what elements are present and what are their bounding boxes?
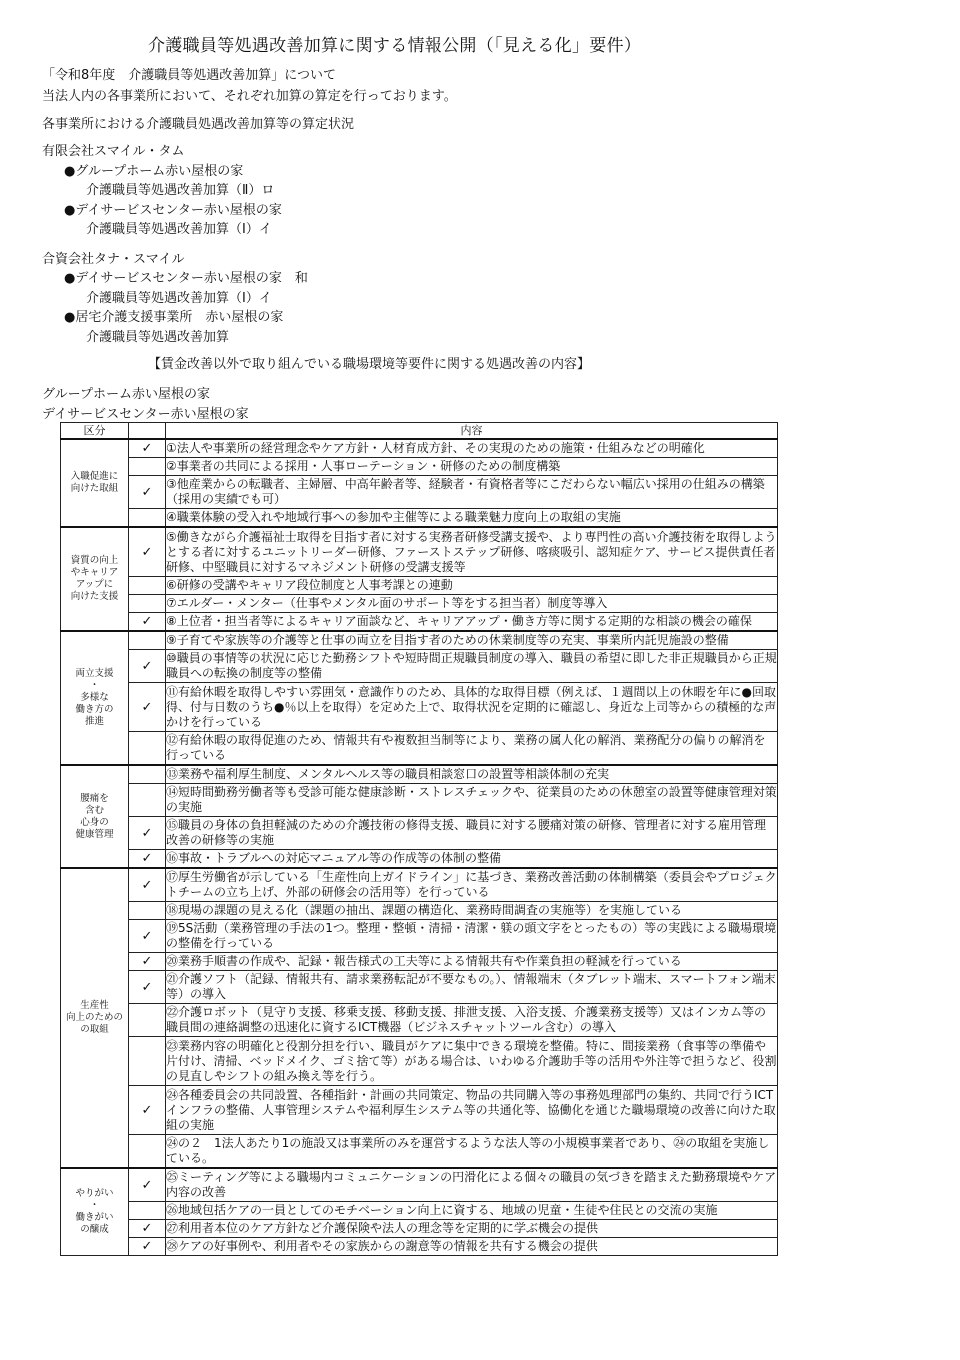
checkmark-icon: ✓ [141, 1177, 153, 1193]
check-cell [129, 1004, 166, 1037]
check-cell [129, 1037, 166, 1086]
content-cell: ㉓業務内容の明確化と役割分担を行い、職員がケアに集中できる環境を整備。特に、間接業務（食事等の準備や片付け、清掃、ベッドメイク、ゴミ捨て等）がある場合は、いわゆる介護助手等の活用や外注等で担うなど、役割の見直しやシフトの組み換え等を行う。 [166, 1037, 778, 1086]
table-row [61, 1086, 778, 1135]
checkmark-icon: ✓ [141, 851, 153, 866]
category-cell: 両立支援 ・ 多様な 働き方の 推進 [61, 631, 129, 765]
table-row [61, 577, 778, 595]
content-cell: ⑩職員の事情等の状況に応じた勤務シフトや短時間正規職員制度の導入、職員の希望に即した非正規職員から正規職員への転換の制度等の整備 [166, 650, 778, 683]
facility-name: ●居宅介護支援事業所 赤い屋根の家 [64, 310, 284, 325]
table-row [61, 683, 778, 732]
checkmark-icon: ✓ [141, 1102, 153, 1118]
content-cell: ⑯事故・トラブルへの対応マニュアル等の作成等の体制の整備 [166, 850, 778, 869]
table-row [61, 850, 778, 869]
content-cell: ②事業者の共同による採用・人事ローテーション・研修のための制度構築 [166, 458, 778, 476]
content-cell: ⑨子育てや家族等の介護等と仕事の両立を目指す者のための休業制度等の充実、事業所内託児施設の整備 [166, 631, 778, 650]
table-row [61, 868, 778, 902]
check-cell [129, 1202, 166, 1220]
check-cell [129, 458, 166, 476]
check-cell [129, 1086, 166, 1135]
check-cell [129, 577, 166, 595]
table-row [61, 953, 778, 971]
table-row [61, 765, 778, 784]
facility-label: グループホーム赤い屋根の家 [42, 387, 210, 402]
content-cell: ⑧上位者・担当者等によるキャリア面談など、キャリアアップ・働き方等に関する定期的な相談の機会の確保 [166, 613, 778, 632]
table-row [61, 476, 778, 509]
content-cell: ⑬業務や福利厚生制度、メンタルヘルス等の職員相談窓口の設置等相談体制の充実 [166, 765, 778, 784]
check-cell [129, 732, 166, 766]
content-cell: ㉘ケアの好事例や、利用者やその家族からの謝意等の情報を共有する機会の提供 [166, 1238, 778, 1256]
checkmark-icon: ✓ [141, 1221, 153, 1236]
category-cell: やりがい ・ 働きがい の醸成 [61, 1168, 129, 1256]
checkmark-icon: ✓ [141, 979, 153, 995]
content-cell: ㉔各種委員会の共同設置、各種指針・計画の共同策定、物品の共同購入等の事務処理部門の集約、共同で行うICTインフラの整備、人事管理システムや福利厚生システム等の共通化等、協働化を通じた職場環境の改善に向けた取組の実施 [166, 1086, 778, 1135]
category-cell: 腰痛を 含む 心身の 健康管理 [61, 765, 129, 868]
facility-addition: 介護職員等処遇改善加算 [86, 330, 230, 345]
facility-addition: 介護職員等処遇改善加算（Ⅱ）ロ [86, 183, 275, 198]
table-row [61, 817, 778, 850]
table-row [61, 902, 778, 920]
check-cell [129, 439, 166, 458]
content-cell: ③他産業からの転職者、主婦層、中高年齢者等、経験者・有資格者等にこだわらない幅広い採用の仕組みの構築（採用の実績でも可） [166, 476, 778, 509]
content-cell: ⑫有給休暇の取得促進のため、情報共有や複数担当制等により、業務の属人化の解消、業務配分の偏りの解消を行っている [166, 732, 778, 766]
content-cell: ⑰厚生労働省が示している「生産性向上ガイドライン」に基づき、業務改善活動の体制構築（委員会やプロジェクトチームの立ち上げ、外部の研修会の活用等）を行っている [166, 868, 778, 902]
check-cell [129, 509, 166, 528]
table-row [61, 650, 778, 683]
check-cell [129, 953, 166, 971]
facility-addition: 介護職員等処遇改善加算（Ⅰ）イ [86, 291, 272, 306]
header-content: 内容 [166, 423, 778, 440]
table-row [61, 1202, 778, 1220]
table-row [61, 509, 778, 528]
checkmark-icon: ✓ [141, 544, 153, 560]
check-cell [129, 683, 166, 732]
table-row [61, 1238, 778, 1256]
table-row [61, 1135, 778, 1169]
table-row [61, 1004, 778, 1037]
check-cell [129, 1168, 166, 1202]
table-row [61, 1037, 778, 1086]
table-row [61, 458, 778, 476]
check-cell [129, 1220, 166, 1238]
facility-label: デイサービスセンター赤い屋根の家 [42, 407, 249, 422]
checkmark-icon: ✓ [141, 658, 153, 674]
check-cell [129, 765, 166, 784]
table-row [61, 613, 778, 632]
status-heading: 各事業所における介護職員処遇改善加算等の算定状況 [42, 117, 355, 132]
check-cell [129, 920, 166, 953]
table-row [61, 732, 778, 766]
checkmark-icon: ✓ [141, 484, 153, 500]
table-row [61, 1168, 778, 1202]
checkmark-icon: ✓ [141, 954, 153, 969]
check-cell [129, 613, 166, 632]
check-cell [129, 631, 166, 650]
section-heading: 【賃金改善以外で取り組んでいる職場環境等要件に関する処遇改善の内容】 [148, 357, 591, 372]
content-cell: ㉕ミーティング等による職場内コミュニケーションの円滑化による個々の職員の気づきを踏まえた勤務環境やケア内容の改善 [166, 1168, 778, 1202]
checkmark-icon: ✓ [141, 699, 153, 715]
category-cell: 生産性 向上のための の取組 [61, 868, 129, 1168]
checkmark-icon: ✓ [141, 825, 153, 841]
table-row [61, 920, 778, 953]
table-header-row [61, 423, 778, 440]
check-cell [129, 527, 166, 577]
check-cell [129, 817, 166, 850]
content-cell: ⑱現場の課題の見える化（課題の抽出、課題の構造化、業務時間調査の実施等）を実施している [166, 902, 778, 920]
requirements-body [61, 439, 778, 1256]
content-cell: ⑤働きながら介護福祉士取得を目指す者に対する実務者研修受講支援や、より専門性の高い介護技術を取得しようとする者に対するユニットリーダー研修、ファーストステップ研修、喀痰吸引、認知症ケア、サービス提供責任者研修、中堅職員に対するマネジメント研修の受講支援等 [166, 527, 778, 577]
content-cell: ㉗利用者本位のケア方針など介護保険や法人の理念等を定期的に学ぶ機会の提供 [166, 1220, 778, 1238]
header-category: 区分 [61, 423, 129, 440]
checkmark-icon: ✓ [141, 614, 153, 629]
check-cell [129, 868, 166, 902]
page-title: 介護職員等処遇改善加算に関する情報公開（「見える化」要件） [148, 36, 642, 56]
facility-name: ●デイサービスセンター赤い屋根の家 和 [64, 271, 308, 286]
check-cell [129, 1135, 166, 1169]
company-name: 合資会社タナ・スマイル [42, 252, 185, 267]
content-cell: ⑦エルダー・メンター（仕事やメンタル面のサポート等をする担当者）制度等導入 [166, 595, 778, 613]
intro-line-2: 当法人内の各事業所において、それぞれ加算の算定を行っております。 [42, 89, 457, 104]
content-cell: ⑳業務手順書の作成や、記録・報告様式の工夫等による情報共有や作業負担の軽減を行っている [166, 953, 778, 971]
checkmark-icon: ✓ [141, 1239, 153, 1254]
facility-name: ●デイサービスセンター赤い屋根の家 [64, 203, 282, 218]
intro-line-1: 「令和8年度 介護職員等処遇改善加算」について [42, 68, 337, 83]
check-cell [129, 476, 166, 509]
check-cell [129, 902, 166, 920]
table-row [61, 784, 778, 817]
checkmark-icon: ✓ [141, 928, 153, 944]
table-row [61, 595, 778, 613]
check-cell [129, 850, 166, 869]
content-cell: ㉖地域包括ケアの一員としてのモチベーション向上に資する、地域の児童・生徒や住民との交流の実施 [166, 1202, 778, 1220]
check-cell [129, 971, 166, 1004]
content-cell: ㉔の２ 1法人あたり1の施設又は事業所のみを運営するような法人等の小規模事業者であり、㉔の取組を実施している。 [166, 1135, 778, 1169]
content-cell: ⑪有給休暇を取得しやすい雰囲気・意識作りのため、具体的な取得目標（例えば、１週間以上の休暇を年に●回取得、付与日数のうち●％以上を取得）を定めた上で、取得状況を定期的に確認し、身近な上司等からの積極的な声かけを行っている [166, 683, 778, 732]
requirements-table [60, 422, 778, 1256]
content-cell: ⑭短時間勤務労働者等も受診可能な健康診断・ストレスチェックや、従業員のための休憩室の設置等健康管理対策の実施 [166, 784, 778, 817]
table-row [61, 971, 778, 1004]
table-row [61, 631, 778, 650]
content-cell: ⑲5S活動（業務管理の手法の1つ。整理・整頓・清掃・清潔・躾の頭文字をとったもの）等の実践による職場環境の整備を行っている [166, 920, 778, 953]
content-cell: ㉑介護ソフト（記録、情報共有、請求業務転記が不要なもの。）、情報端末（タブレット端末、スマートフォン端末等）の導入 [166, 971, 778, 1004]
content-cell: ④職業体験の受入れや地域行事への参加や主催等による職業魅力度向上の取組の実施 [166, 509, 778, 528]
content-cell: ①法人や事業所の経営理念やケア方針・人材育成方針、その実現のための施策・仕組みなどの明確化 [166, 439, 778, 458]
table-row [61, 439, 778, 458]
facility-addition: 介護職員等処遇改善加算（Ⅰ）イ [86, 222, 272, 237]
header-check [129, 423, 166, 440]
facility-name: ●グループホーム赤い屋根の家 [64, 164, 244, 179]
checkmark-icon: ✓ [141, 441, 153, 456]
content-cell: ㉒介護ロボット（見守り支援、移乗支援、移動支援、排泄支援、入浴支援、介護業務支援等）又はインカム等の職員間の連絡調整の迅速化に資するICT機器（ビジネスチャットツール含む）の導入 [166, 1004, 778, 1037]
check-cell [129, 1238, 166, 1256]
category-cell: 入職促進に 向けた取組 [61, 439, 129, 527]
content-cell: ⑮職員の身体の負担軽減のための介護技術の修得支援、職員に対する腰痛対策の研修、管理者に対する雇用管理改善の研修等の実施 [166, 817, 778, 850]
table-row [61, 527, 778, 577]
check-cell [129, 650, 166, 683]
category-cell: 資質の向上 やキャリア アップに 向けた支援 [61, 527, 129, 631]
content-cell: ⑥研修の受講やキャリア段位制度と人事考課との連動 [166, 577, 778, 595]
checkmark-icon: ✓ [141, 877, 153, 893]
table-row [61, 1220, 778, 1238]
check-cell [129, 784, 166, 817]
company-name: 有限会社スマイル・タム [42, 144, 185, 159]
check-cell [129, 595, 166, 613]
